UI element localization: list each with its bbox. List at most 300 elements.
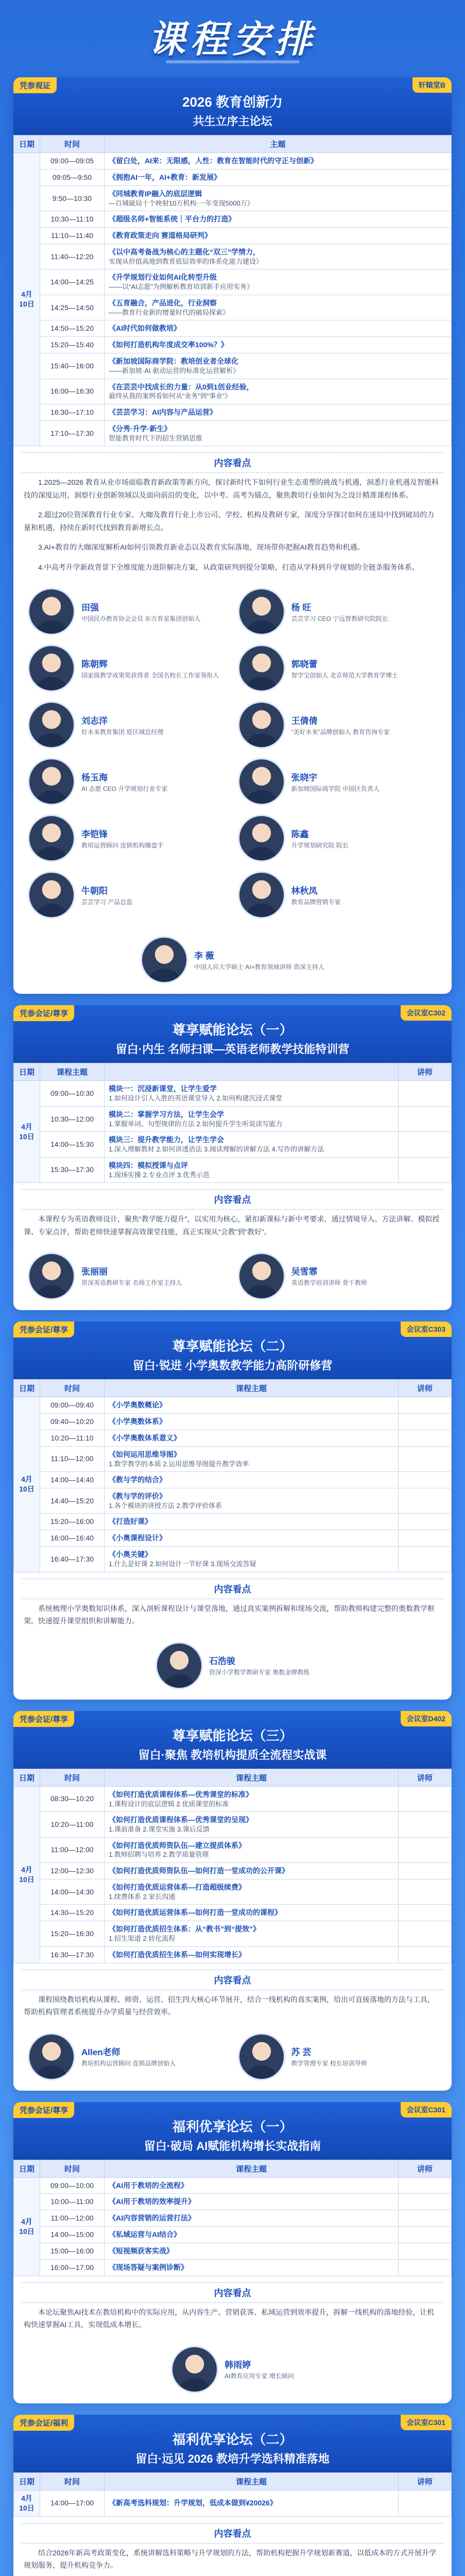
session-time: 14:00—14:40 — [40, 1472, 105, 1488]
highlights-heading: 内容看点 — [22, 1579, 443, 1599]
session-topic — [105, 153, 452, 170]
speaker-card — [28, 701, 228, 749]
speaker-info — [81, 714, 163, 737]
session-speaker — [399, 1530, 452, 1547]
avatar — [238, 758, 285, 805]
session-detail: 1.现场实操 2.专业点评 3.优秀示范 — [109, 1171, 210, 1179]
highlights-paragraph: 本论坛聚焦AI技术在教培机构中的实际应用，从内容生产、营销获客、私域运营到效率提升，拆解一线机构的落地经验，让机构快速掌握AI工具，实现低成本增长。 — [24, 2308, 435, 2329]
session-topic — [105, 2260, 399, 2276]
session-time: 12:00—12:30 — [40, 1863, 105, 1879]
speaker-role: 好未来教育集团 原区域总经理 — [81, 728, 164, 736]
header-day: 日期 — [14, 1769, 40, 1786]
session-time: 10:20—11:10 — [40, 1430, 105, 1446]
schedule-header-row — [14, 2160, 452, 2177]
session-topic — [105, 1879, 399, 1904]
session-title: 《升学规划行业如何AI化转型升级 — [109, 273, 217, 282]
session-speaker — [399, 1879, 452, 1904]
session-topic — [105, 353, 452, 379]
forum-subtitle: 留白·锐进 小学奥数教学能力高阶研修营 — [132, 1359, 333, 1372]
session-topic — [105, 169, 452, 185]
speaker-grid — [13, 2026, 452, 2091]
forum-title: 福利优享论坛（二） — [172, 2431, 293, 2447]
session-title: 《教与学的结合》 — [109, 1476, 166, 1484]
table-row — [14, 1430, 452, 1446]
table-row — [14, 295, 452, 320]
session-detail: 1.课前准备 2.课堂实施 3.课后反馈 — [109, 1825, 210, 1834]
session-time: 11:00—12:00 — [40, 1837, 105, 1862]
session-speaker — [399, 2210, 452, 2227]
forum-card — [13, 1005, 452, 1310]
session-time: 15:00—16:00 — [40, 2243, 105, 2260]
speaker-role: 教育品牌营销专家 — [291, 898, 341, 906]
table-row — [14, 1446, 452, 1471]
speaker-card — [28, 1252, 228, 1300]
header-time: 时间 — [40, 2160, 105, 2177]
table-row — [14, 353, 452, 379]
schedule-header-row — [14, 1769, 452, 1786]
table-row — [14, 1157, 452, 1182]
session-title: 《如何打造优质师资队伍—如何打造一堂成功的公开课》 — [109, 1867, 289, 1875]
table-row — [14, 320, 452, 337]
session-topic — [105, 295, 452, 320]
session-time: 09:00—10:30 — [40, 1081, 105, 1106]
session-time: 14:50—15:20 — [40, 320, 105, 337]
session-title: 模块四：模拟授课与点评 — [109, 1161, 188, 1170]
speaker-info — [291, 770, 380, 793]
table-row — [14, 1514, 452, 1530]
speaker-grid — [13, 1635, 452, 1700]
session-speaker — [399, 1547, 452, 1572]
session-title: 《小奥课程设计》 — [109, 1534, 166, 1543]
session-speaker — [399, 1472, 452, 1488]
session-title: 《如何打造优质运营体系—打造超级续费》 — [109, 1883, 246, 1891]
forum-card — [13, 2102, 452, 2403]
speaker-name: 张丽丽 — [81, 1267, 108, 1277]
session-time: 15:20—16:00 — [40, 1514, 105, 1530]
avatar — [238, 701, 285, 749]
session-topic — [105, 1488, 399, 1514]
table-row — [14, 2177, 452, 2194]
access-tag: 凭参会证/尊享 — [13, 1321, 74, 1337]
session-topic — [105, 1863, 399, 1879]
table-row — [14, 1472, 452, 1488]
schedule-day: 4月10日 — [14, 2177, 40, 2276]
speaker-name: 王倩倩 — [291, 716, 318, 726]
session-time: 16:00—16:30 — [40, 379, 105, 404]
session-title: 《如何打造优质师资队伍—建立提质体系》 — [109, 1841, 246, 1850]
forum-title: 福利优享论坛（一） — [172, 2119, 293, 2134]
speaker-info — [291, 884, 341, 907]
speaker-grid — [13, 2338, 452, 2403]
forum-title: 尊享赋能论坛（一） — [172, 1022, 293, 1038]
speaker-name: 田强 — [81, 602, 99, 613]
speaker-info — [291, 657, 398, 680]
session-speaker — [399, 1905, 452, 1921]
speaker-card — [238, 1252, 438, 1300]
access-tag: 凭参会证/尊享 — [13, 2102, 74, 2118]
session-topic — [105, 1514, 399, 1530]
header-speaker: 讲师 — [399, 1769, 452, 1786]
host-role: 中国人民大学硕士 AI+教育领域讲师 资深主持人 — [194, 963, 324, 971]
session-time: 09:40—10:20 — [40, 1413, 105, 1430]
session-topic — [105, 1472, 399, 1488]
session-topic — [105, 379, 452, 404]
session-title: 模块一：沉浸新课堂，让学生爱学 — [109, 1084, 217, 1093]
highlights-paragraph: 2.超过20位资深教育行业专家、大咖及教育行业上市公司、学校、机构及教研专家，深度分享探讨如何在迷局中找到破局的力量和机遇，持续在新时代找到教育新增长点。 — [24, 511, 435, 532]
speaker-card — [28, 815, 228, 862]
highlights-paragraph: 课程围绕教培机构从课程、师资、运营、招生四大核心环节展开，结合一线机构的真实案例，给出可直接落地的方法与工具，帮助机构管理者系统提升办学质量与经营效率。 — [24, 1995, 435, 2016]
session-title: 《留白处，AI来：无限感，人性：教育在智能时代的守正与创新》 — [109, 157, 318, 165]
session-time: 11:00—12:00 — [40, 2210, 105, 2227]
table-row — [14, 2260, 452, 2276]
speaker-role: 教培机构运营顾问 连锁品牌创始人 — [81, 2059, 176, 2067]
header-day: 日期 — [14, 2472, 40, 2490]
session-title: 《私域运营与AI结合》 — [109, 2230, 181, 2239]
session-detail: 1.如何设计引人入胜的英语课堂导入 2.如何构建沉浸式课堂 — [109, 1094, 283, 1103]
table-row — [14, 153, 452, 170]
session-time: 14:00—15:00 — [40, 2227, 105, 2243]
session-title: 《如何打造优质课程体系—优秀课堂的标准》 — [109, 1790, 253, 1799]
session-title: 《小学奥数体系》 — [109, 1417, 166, 1426]
avatar — [238, 871, 285, 919]
forum-title: 尊享赋能论坛（三） — [172, 1727, 293, 1743]
speaker-name: 张晓宇 — [291, 772, 318, 783]
session-time: 09:00—09:40 — [40, 1397, 105, 1414]
speaker-name: 陈朝辉 — [81, 659, 108, 669]
session-topic — [105, 1430, 399, 1446]
speaker-info — [81, 657, 219, 680]
session-time: 16:30—17:30 — [40, 1946, 105, 1963]
avatar — [171, 2346, 218, 2393]
table-row — [14, 2194, 452, 2210]
table-row — [14, 1946, 452, 1963]
session-detail: —百城破局十个映射10万机构·一年变现5000万》 — [109, 199, 254, 207]
speaker-card — [238, 645, 438, 692]
speaker-info — [291, 600, 389, 623]
session-time: 15:30—17:30 — [40, 1157, 105, 1182]
speaker-name: 杨玉海 — [81, 772, 108, 783]
highlights-heading: 内容看点 — [22, 2282, 443, 2303]
session-time: 11:10—11:40 — [40, 228, 105, 244]
venue-badge: 轩辕堂B — [412, 77, 452, 93]
session-speaker — [399, 1837, 452, 1862]
session-topic — [105, 1786, 399, 1811]
session-time: 14:30—15:20 — [40, 1905, 105, 1921]
session-topic — [105, 1106, 399, 1131]
avatar — [28, 645, 75, 692]
session-title: 《打造好课》 — [109, 1517, 152, 1526]
table-row — [14, 1530, 452, 1547]
speaker-role: 中国民办教育协会会员 东方育星集团创始人 — [81, 615, 201, 622]
avatar — [28, 871, 75, 919]
session-title: 《如何打造机构年度成交率100%？》 — [109, 341, 228, 349]
card-header — [13, 1711, 452, 1769]
session-topic — [105, 1157, 399, 1182]
forum-subtitle: 留白·聚焦 教培机构提质全流程实战课 — [138, 1748, 327, 1761]
session-time: 10:20—11:00 — [40, 1812, 105, 1837]
session-time: 16:30—17:10 — [40, 404, 105, 420]
speaker-grid — [13, 1245, 452, 1310]
table-row — [14, 2227, 452, 2243]
speaker-card — [28, 758, 228, 805]
session-speaker — [399, 1812, 452, 1837]
session-topic — [105, 1812, 399, 1837]
session-topic — [105, 269, 452, 295]
speaker-card — [238, 701, 438, 749]
avatar — [28, 758, 75, 805]
session-speaker — [399, 1430, 452, 1446]
session-title: 《如何打造优质招生体系—如何实现增长》 — [109, 1950, 246, 1959]
avatar — [141, 936, 188, 984]
speaker-info — [225, 2358, 294, 2381]
card-header — [13, 1005, 452, 1063]
header-topic — [105, 1063, 399, 1081]
schedule-day: 4月10日 — [14, 1786, 40, 1963]
schedule-header-row — [14, 1063, 452, 1081]
session-speaker — [399, 2227, 452, 2243]
session-title: 《如何打造优质运营体系—如何打造一堂成功的课程》 — [109, 1908, 282, 1917]
session-speaker — [399, 1132, 452, 1157]
session-time: 15:40—16:00 — [40, 353, 105, 379]
session-topic — [105, 2490, 399, 2516]
header-day: 日期 — [14, 135, 40, 153]
avatar — [238, 588, 285, 635]
session-detail: 智能教育时代下的招生营销思维 — [109, 434, 203, 442]
session-time: 10:00—11:00 — [40, 2194, 105, 2210]
forum-card — [13, 77, 452, 994]
session-detail: 1.续费体系 2.家长沟通 — [109, 1892, 176, 1901]
session-topic — [105, 1946, 399, 1963]
header-speaker: 讲师 — [399, 2472, 452, 2490]
session-detail: 1.课程设计的底层逻辑 2.优质课堂的标准 — [109, 1800, 229, 1808]
speaker-role: 芸芸学习 CEO 宁远智教研究院院长 — [291, 615, 389, 622]
speaker-card — [171, 2346, 294, 2393]
venue-badge: 会议室C301 — [401, 2415, 452, 2430]
schedule-header-row — [14, 2472, 452, 2490]
speaker-role: 国家级教学成果奖获得者 全国名校长工作室领衔人 — [81, 671, 219, 679]
host-name: 李 薇 — [194, 951, 214, 961]
session-title: 《新高考选科规划：升学规划，低成本做到¥20026》 — [109, 2499, 277, 2507]
session-topic — [105, 1530, 399, 1547]
session-time: 16:40—17:30 — [40, 1547, 105, 1572]
header-time: 时间 — [40, 135, 105, 153]
table-row — [14, 2243, 452, 2260]
schedule-table — [13, 1063, 452, 1183]
session-speaker — [399, 1413, 452, 1430]
session-topic — [105, 211, 452, 228]
session-title: 《如何打造优质课程体系—优秀课堂的呈现》 — [109, 1816, 253, 1824]
session-title: 《在芸芸中找成长的力量：从0到1创业经验， — [109, 382, 254, 391]
speaker-role: 教培运营顾问 连锁机构操盘手 — [81, 841, 164, 849]
session-topic — [105, 1547, 399, 1572]
avatar — [238, 1252, 285, 1300]
session-speaker — [399, 1397, 452, 1414]
table-row — [14, 1397, 452, 1414]
session-speaker — [399, 1446, 452, 1471]
header-topic: 课程主题 — [105, 2472, 399, 2490]
highlights-paragraph: 系统梳理小学奥数知识体系，深入剖析课程设计与课堂落地，通过真实案例拆解和现场交流，帮助教师构建完整的奥数教学框架，快速提升课堂组织和讲解能力。 — [24, 1604, 435, 1625]
session-topic — [105, 1837, 399, 1862]
header-time: 时间 — [40, 2472, 105, 2490]
highlights-paragraph: 4.中高考升学新政背景下全维度能力进阶解决方案，从政策研判到提分策略，打造从学科到升学规划的全链条服务体系。 — [38, 563, 419, 571]
table-row — [14, 1837, 452, 1862]
speaker-info — [291, 1264, 367, 1287]
session-speaker — [399, 1081, 452, 1106]
schedule-table — [13, 135, 452, 446]
session-detail: ——教育行业新的增量时代的破局探索》 — [109, 308, 230, 316]
card-header — [13, 2102, 452, 2160]
session-topic — [105, 2243, 399, 2260]
speaker-role: 英语教学培训讲师 骨干教师 — [291, 1279, 367, 1287]
schedule-table — [13, 1379, 452, 1572]
table-row — [14, 1786, 452, 1811]
session-topic — [105, 2177, 399, 2194]
avatar — [238, 815, 285, 862]
venue-badge: 会议室C302 — [401, 1005, 452, 1021]
session-time: 08:30—10:20 — [40, 1786, 105, 1811]
venue-badge: 会议室D402 — [401, 1711, 452, 1726]
venue-badge: 会议室C301 — [401, 2102, 452, 2117]
session-time: 10:30—11:10 — [40, 211, 105, 228]
session-detail: 实现从价值高地到教育底层效率的体系化能力建设》 — [109, 257, 263, 265]
table-row — [14, 420, 452, 446]
schedule-header-row — [14, 1380, 452, 1397]
access-tag: 凭参会证/尊享 — [13, 1711, 74, 1727]
speaker-name: 苏 芸 — [291, 2047, 312, 2057]
speaker-info — [209, 1654, 309, 1677]
speaker-info — [81, 2045, 176, 2068]
header-speaker: 讲师 — [399, 1380, 452, 1397]
avatar — [28, 2033, 75, 2080]
session-title: 模块二：掌握学习方法，让学生会学 — [109, 1110, 224, 1118]
session-time: 9:50—10:30 — [40, 185, 105, 211]
session-detail: 1.招生渠道 2.转化流程 — [109, 1935, 176, 1943]
header-time: 时间 — [40, 1769, 105, 1786]
speaker-info — [81, 884, 132, 907]
session-title: 《短视频获客实战》 — [109, 2247, 174, 2256]
session-topic — [105, 185, 452, 211]
session-speaker — [399, 1921, 452, 1946]
forum-subtitle: 共生立序主论坛 — [193, 115, 272, 128]
table-row — [14, 2490, 452, 2516]
forum-card — [13, 2415, 452, 2576]
session-topic — [105, 1446, 399, 1471]
speaker-role: 资深小学数学教研专家 奥数金牌教练 — [209, 1669, 310, 1676]
speaker-role: 资深英语教研专家 名师工作室主持人 — [81, 1279, 182, 1287]
session-time: 14:00—14:30 — [40, 1879, 105, 1904]
forum-subtitle: 留白·内生 名师扫课—英语老师教学技能特训营 — [115, 1043, 350, 1056]
session-title: 《AI内容营销的运营打法》 — [109, 2214, 195, 2223]
schedule-day: 4月10日 — [14, 1081, 40, 1183]
table-row — [14, 169, 452, 185]
session-time: 16:00—17:00 — [40, 2260, 105, 2276]
session-title: 《以中高考备战为核心的主题化“双三”学情力， — [109, 248, 260, 256]
speaker-name: 石浩骏 — [209, 1656, 235, 1666]
table-row — [14, 379, 452, 404]
table-row — [14, 1812, 452, 1837]
highlights-paragraph: 本课程专为英语教师设计，聚焦“教学能力提升”，以实用为核心，紧扣新课标与新中考要求，通过情境导入、方法讲解、模拟授课、专家点评，帮助老师快速掌握高效课堂技能，真正实现从“会教”到“教好”。 — [24, 1215, 440, 1236]
access-tag: 凭参会证/尊享 — [13, 1005, 74, 1021]
speaker-card — [28, 588, 228, 635]
session-title: 《分秀·升学·新生》 — [109, 424, 171, 433]
session-time: 17:10—17:30 — [40, 420, 105, 446]
header-time: 时间 — [40, 1380, 105, 1397]
speaker-card — [238, 758, 438, 805]
schedule-header-row — [14, 135, 452, 153]
table-row — [14, 185, 452, 211]
session-title: 《如何打造优质招生体系：从“教书”到“提效”》 — [109, 1925, 260, 1934]
speaker-card — [238, 815, 438, 862]
speaker-name: Allen老师 — [81, 2047, 120, 2057]
header-topic: 课程主题 — [105, 2160, 399, 2177]
session-title: 《芸芸学习：AI内容与产品运营》 — [109, 408, 217, 416]
highlights-heading: 内容看点 — [22, 1970, 443, 1990]
header-time: 课程主题 — [40, 1063, 105, 1081]
speaker-name: 林秋凤 — [291, 886, 318, 896]
speaker-name: 陈鑫 — [291, 829, 309, 839]
table-row — [14, 1921, 452, 1946]
sections-container — [0, 77, 465, 2576]
speaker-info — [291, 714, 390, 737]
header-topic: 课程主题 — [105, 1769, 399, 1786]
session-topic — [105, 2210, 399, 2227]
table-row — [14, 1863, 452, 1879]
session-topic — [105, 1905, 399, 1921]
speaker-info — [291, 2045, 367, 2068]
table-row — [14, 2210, 452, 2227]
speaker-grid — [13, 581, 452, 929]
session-topic — [105, 244, 452, 269]
session-speaker — [399, 2177, 452, 2194]
session-topic — [105, 2194, 399, 2210]
session-detail: 1.数学教学的本质 2.运用思维导图提升教学效率 — [109, 1460, 249, 1468]
table-row — [14, 337, 452, 353]
forum-subtitle: 留白·破局 AI赋能机构增长实战指南 — [144, 2139, 321, 2153]
speaker-role: 新加坡国际商学院 中国区负责人 — [291, 785, 380, 792]
table-row — [14, 228, 452, 244]
session-time: 09:00—10:00 — [40, 2177, 105, 2194]
speaker-name: 吴雪霏 — [291, 1267, 318, 1277]
session-detail: 1.什么是好课 2.如何设计一节好课 3.现场交流答疑 — [109, 1560, 256, 1568]
header-day: 日期 — [14, 1063, 40, 1081]
session-title: 《拥抱AI一年，AI+教育：新发展》 — [109, 173, 221, 181]
session-time: 11:10—12:00 — [40, 1446, 105, 1471]
schedule-table — [13, 1769, 452, 1963]
card-header — [13, 1321, 452, 1379]
speaker-name: 韩雨婷 — [225, 2360, 251, 2370]
avatar — [238, 645, 285, 692]
session-detail: 1.教师招聘与培养 2.教学质量管理 — [109, 1851, 209, 1859]
session-detail: 1.掌握单词、句型规律的方法 2.如何提升学生听说读写能力 — [109, 1120, 283, 1128]
schedule-day: 4月10日 — [14, 2490, 40, 2516]
session-title: 《如何运用思维导图》 — [109, 1450, 181, 1459]
session-speaker — [399, 1106, 452, 1131]
avatar — [156, 1642, 203, 1689]
session-title: 《小学奥数概论》 — [109, 1401, 166, 1410]
session-detail: ——以“AI志愿”为例解析教育培训新手应用实务》 — [109, 283, 253, 291]
header-day: 日期 — [14, 1380, 40, 1397]
session-topic — [105, 404, 452, 420]
highlights-heading: 内容看点 — [22, 452, 443, 473]
page-title: 课程安排 — [148, 17, 317, 61]
session-title: 《超级名师+智能系统｜平台力的打造》 — [109, 215, 236, 224]
access-tag: 凭参观证 — [13, 77, 57, 93]
schedule-table — [13, 2472, 452, 2517]
card-header — [13, 77, 452, 135]
schedule-day: 4月10日 — [14, 1397, 40, 1572]
table-row — [14, 1081, 452, 1106]
session-title: 《现场答疑与案例诊断》 — [109, 2263, 188, 2272]
